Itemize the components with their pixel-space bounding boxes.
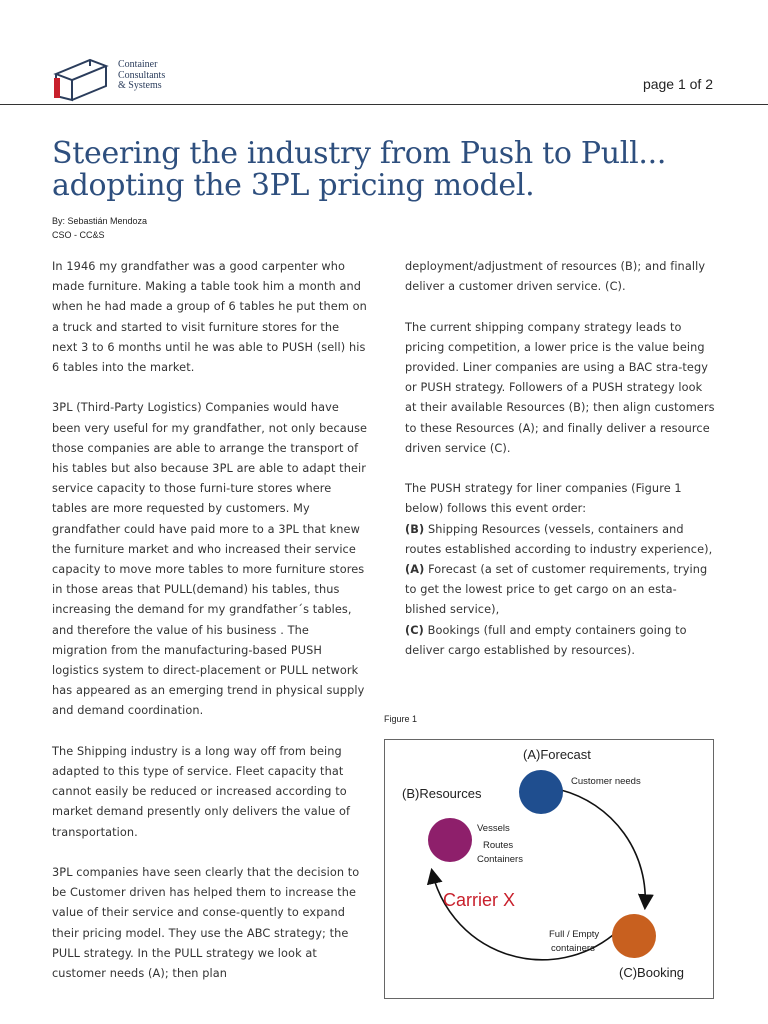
carrier-label: Carrier X [443, 890, 516, 910]
paragraph: In 1946 my grandfather was a good carpenter who made furniture. Making a table took him a month and when he had made a group of 6 tables he put them on a truck and started to visit furniture stores for the next 3 to 6 months until he was able to PUSH (sell) his 6 tables into the market. [52, 260, 367, 375]
forecast-note: Customer needs [571, 776, 641, 787]
byline [52, 214, 147, 242]
booking-note-2: containers [551, 943, 595, 954]
header-divider [0, 104, 768, 105]
event-key: (C) [405, 623, 424, 637]
right-column [405, 257, 717, 661]
resources-note-vessels: Vessels [477, 823, 510, 834]
figure-caption: Figure 1 [384, 714, 418, 724]
paragraph: deployment/adjustment of resources (B); and finally deliver a customer driven service. (C). [405, 260, 706, 294]
event-item [405, 560, 717, 621]
article-title [52, 138, 742, 202]
booking-node [612, 914, 656, 958]
paragraph: 3PL (Third-Party Logistics) Companies would have been very useful for my grandfather, not only because those companies are able to arrange the transport of his tables but also because 3PL are able to adapt their service capacity to those furni-ture stores where tables are more requested by customers. My grandfather could have paid more to a 3PL that knew the furniture market and who increased their service capacity to move more tables to more furniture stores in those areas that PULL(demand) his tables, thus increasing the demand for my grandfather´s tables, and therefore the value of his business . The migration from the manufacturing-based PUSH logistics system to direct-placement or PULL network has appeared as an emerging trend in physical supply and demand coordination. [52, 401, 368, 718]
event-text: Forecast (a set of customer requirements, trying to get the lowest price to get cargo on an esta-blished service), [405, 563, 708, 617]
title-line-1: Steering the industry from Push to Pull... [52, 136, 667, 171]
company-logo [52, 52, 182, 104]
paragraph: The current shipping company strategy leads to pricing competition, a lower price is the value being provided. Liner companies are using a BAC stra-tegy or PUSH strategy. Followers of a PUSH strategy look at their available Resources (B); then align customers to these Resources (A); and finally deliver a resource driven service (C). [405, 320, 715, 455]
page-number: page 1 of 2 [642, 76, 713, 92]
author: By: Sebastián Mendoza [52, 216, 148, 226]
resources-label: (B)Resources [402, 786, 482, 801]
push-event-list [405, 479, 717, 661]
forecast-label: (A)Forecast [523, 747, 591, 762]
container-logo-icon [52, 54, 110, 102]
event-key: (B) [405, 522, 425, 536]
figure-1 [384, 739, 714, 999]
resources-note-routes: Routes [483, 840, 514, 851]
event-text: Shipping Resources (vessels, containers and routes established according to industry experience), [405, 522, 713, 556]
paragraph: The Shipping industry is a long way off from being adapted to this type of service. Fleet capacity that cannot easily be reduced or increased according to market demand presently only delivers the value of transportation. [52, 744, 351, 839]
resources-note-containers: Containers [477, 854, 523, 865]
event-item [405, 621, 717, 661]
event-key: (A) [405, 563, 425, 577]
resources-node [428, 818, 472, 862]
event-item [405, 520, 717, 560]
forecast-node [519, 770, 563, 814]
author-role: CSO - CC&S [52, 230, 105, 240]
cycle-diagram [385, 740, 713, 998]
event-text: Bookings (full and empty containers going to deliver cargo established by resources). [405, 623, 687, 657]
title-line-2: adopting the 3PL pricing model. [52, 168, 535, 203]
push-intro: The PUSH strategy for liner companies (Figure 1 below) follows this event order: [405, 482, 682, 516]
paragraph: 3PL companies have seen clearly that the decision to be Customer driven has helped them to increase the value of their service and conse-quently to expand their pricing model. They use the ABC strategy; the PULL strategy. In the PULL strategy we look at customer needs (A); then plan [52, 866, 360, 981]
booking-note-1: Full / Empty [549, 929, 600, 940]
booking-label: (C)Booking [619, 965, 685, 980]
left-column [52, 257, 368, 1004]
cycle-arrow-forecast-to-booking [561, 790, 645, 907]
logo-text: Container Consultants & Systems [118, 59, 166, 91]
